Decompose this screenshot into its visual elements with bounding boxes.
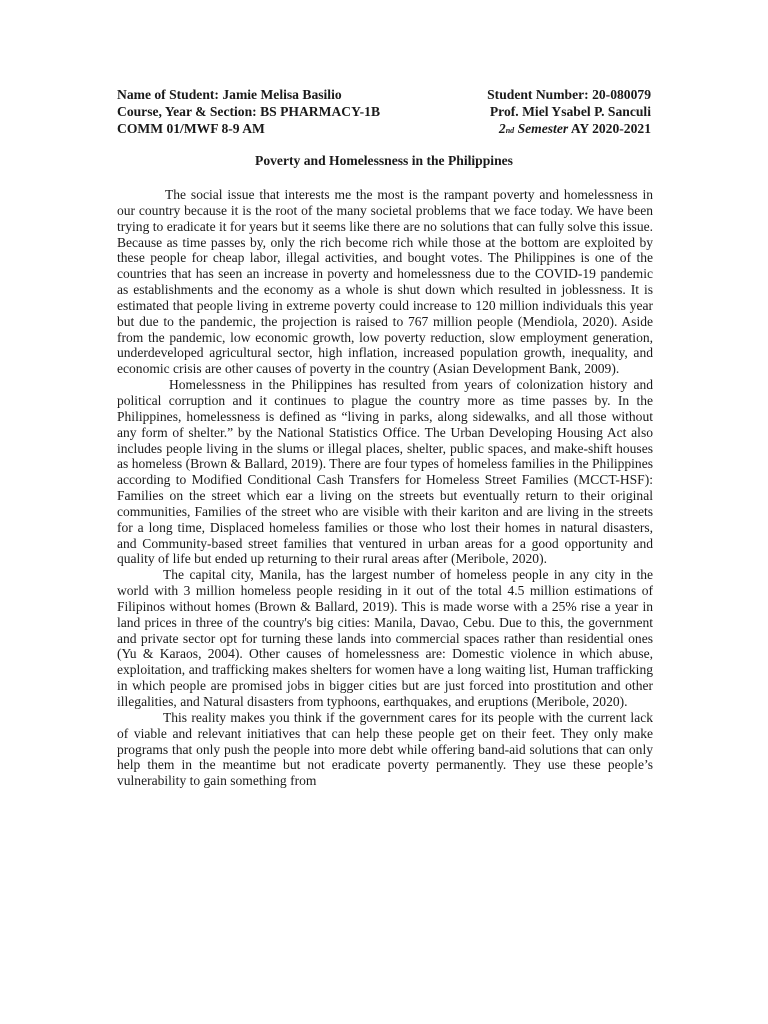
academic-year: AY 2020-2021 bbox=[570, 121, 651, 136]
semester-ordinal: nd bbox=[505, 126, 515, 135]
header-row-2 bbox=[117, 103, 651, 120]
essay-body bbox=[117, 187, 653, 789]
semester-word: Semester bbox=[517, 121, 569, 136]
paragraph: The capital city, Manila, has the largest number of homeless people in any city in the world with 3 million homeless people residing in it out of the total 4.5 million estimations of Filipinos without homes (Brown & Ballard, 2019). This is made worse with a 25% rise a year in land prices in three of the country's big cities: Manila, Davao, Cebu. Due to this, the government and private sector opt for turning these lands into commercial spaces rather than residential ones (Yu & Karaos, 2004). Other causes of homelessness are: Domestic violence in which abuse, exploitation, and trafficking makes shelters for women have a long waiting list, Human trafficking in which people are promised jobs in bigger cities but are just forced into prostitution and other illegalities, and Natural disasters from typhoons, earthquakes, and eruptions (Meribole, 2020). bbox=[117, 567, 653, 709]
paragraph: This reality makes you think if the government cares for its people with the current lack of viable and relevant initiatives that can help these people get on their feet. They only make programs that only push the people into more debt while offering band-aid solutions that can only help them in the meantime but not eradicate poverty permanently. They use these people’s vulnerability to gain something from bbox=[117, 709, 653, 789]
professor-name: Prof. Miel Ysabel P. Sanculi bbox=[489, 104, 651, 119]
course-section: Course, Year & Section: BS PHARMACY-1B bbox=[117, 104, 381, 119]
paragraph: The social issue that interests me the most is the rampant poverty and homelessness in our country because it is the root of the many societal problems that we face today. We have been trying to eradicate it for years but it seems like there are no solutions that can fully solve this issue. Because as time passes by, only the rich become rich while those at the bottom are exploited by these people for cheap labor, illegal activities, and bought votes. The Philippines is one of the countries that has seen an increase in poverty and homelessness due to the COVID-19 pandemic as establishments and the economy as a whole is shut down which resulted in joblessness. It is estimated that people living in extreme poverty could increase to 120 million individuals this year but due to the pandemic, the projection is raised to 767 million people (Mendiola, 2020). Aside from the pandemic, low economic growth, low poverty reduction, slow employment generation, underdeveloped agricultural sector, high inflation, increased population growth, inequality, and economic crisis are other causes of poverty in the country (Asian Development Bank, 2009). bbox=[117, 187, 653, 377]
student-header bbox=[117, 86, 651, 139]
semester-info bbox=[499, 120, 651, 139]
header-row-3 bbox=[117, 120, 651, 139]
class-schedule: COMM 01/MWF 8-9 AM bbox=[117, 121, 265, 136]
student-name: Name of Student: Jamie Melisa Basilio bbox=[117, 87, 342, 102]
student-number: Student Number: 20-080079 bbox=[487, 87, 651, 102]
header-row-1 bbox=[117, 86, 651, 103]
essay-title: Poverty and Homelessness in the Philippines bbox=[255, 153, 513, 168]
semester-number: 2 bbox=[498, 121, 506, 136]
paragraph: Homelessness in the Philippines has resulted from years of colonization history and political corruption and it continues to plague the country more as time passes by. In the Philippines, homelessness is defined as “living in parks, along sidewalks, and all those without any form of shelter.” by the National Statistics Office. The Urban Developing Housing Act also includes people living in the slums or illegal places, shelter, public spaces, and make-shift houses as homeless (Brown & Ballard, 2019). There are four types of homeless families in the Philippines according to Modified Conditional Cash Transfers for Homeless Street Families (MCCT-HSF): Families on the street which ear a living on the streets but eventually return to their original communities, Families of the street who are visible with their kariton and are living in the streets for a long time, Displaced homeless families or those who lost their homes in natural disasters, and Community-based street families that ventured in urban areas for a good opportunity and quality of life but ended up returning to their rural areas after (Meribole, 2020). bbox=[117, 377, 653, 567]
